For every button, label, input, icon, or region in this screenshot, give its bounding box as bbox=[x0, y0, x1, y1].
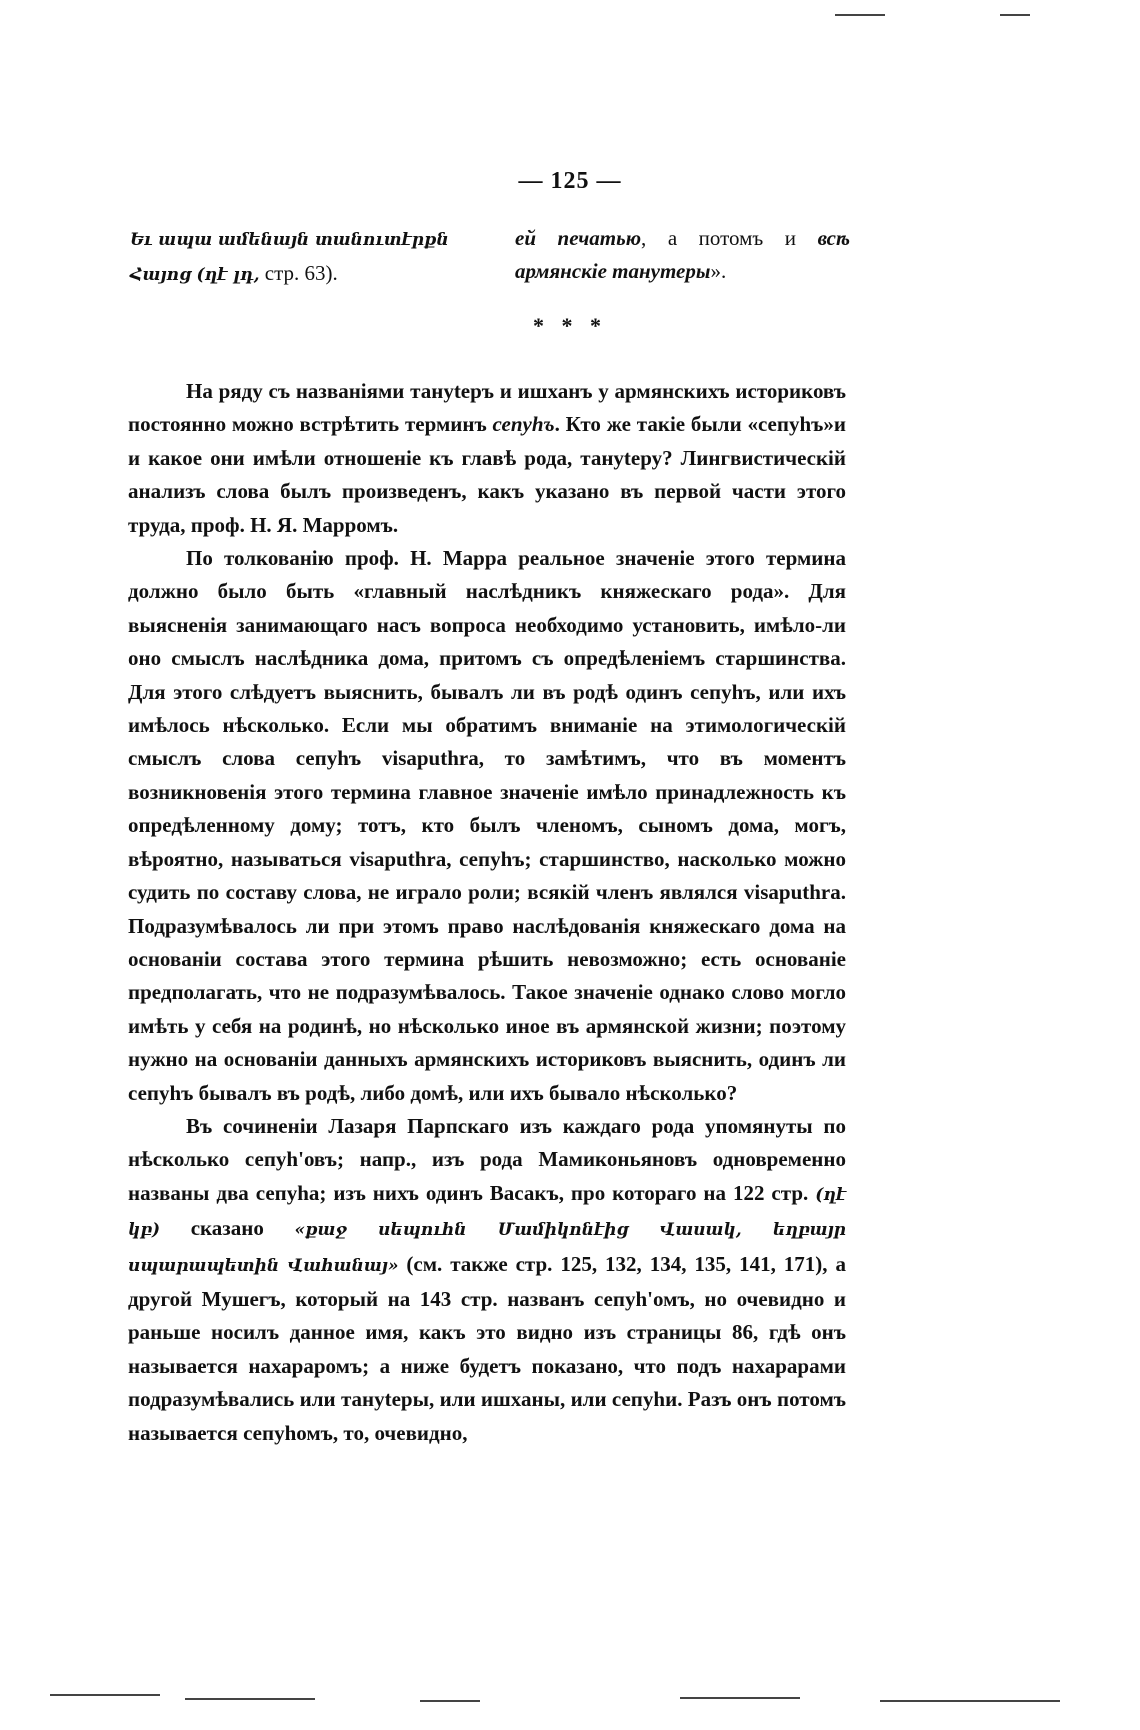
armenian-page-ref: (ղէ կբ) bbox=[128, 1184, 846, 1241]
main-text bbox=[128, 375, 846, 1450]
paragraph-3-text-a: Въ сочиненіи Лазаря Парпскаго изъ каждаго рода упомянуты по нѣсколько сепуh'овъ; напр., изъ рода Мамиконьяновъ одновременно названы два сепуhа; изъ нихъ одинъ Васакъ, про котораго на 122 стр. bbox=[128, 1113, 846, 1205]
paragraph-1-text-b: . Кто же такіе были «сепуhъ»и и какое они имѣли отношеніе къ главѣ рода, тануteру? Лингвистическій анализъ слова былъ произведенъ, какъ указано въ первой части этого труда, проф. Н. Я. Марромъ. bbox=[128, 412, 846, 537]
paragraph-1-text-a: На ряду съ названіями тануteръ и ишханъ у армянскихъ историковъ постоянно можно встрѣтить терминъ bbox=[128, 379, 846, 437]
translation-italic-1: ей печатью bbox=[515, 226, 642, 250]
paragraph-3-text-b: сказано bbox=[160, 1216, 295, 1241]
term-sepuh: сепуhъ bbox=[492, 412, 555, 437]
page-number: — 125 — bbox=[518, 168, 622, 194]
scan-mark-bottom-4 bbox=[680, 1697, 800, 1699]
armenian-quote-line-2: Հայոց bbox=[130, 265, 192, 285]
paragraph-1 bbox=[128, 375, 846, 542]
scan-mark-bottom-2 bbox=[185, 1698, 315, 1700]
scan-mark-top-right bbox=[835, 14, 885, 16]
translation-italic-2: всѣ армянскіе танутеры bbox=[515, 226, 851, 283]
paragraph-3-text-c: (см. также стр. 125, 132, 134, 135, 141, 171), а другой Мушегъ, который на 143 стр. названъ сепуh'омъ, но очевидно и раньше носилъ данное имя, какъ это видно изъ страницы 86, гдѣ онъ называется нахараромъ; а ниже будетъ показано, что подъ нахарарами подразумѣвались или тануteры, или ишханы, или сепуhи. Разъ онъ потомъ называется сепуhомъ, то, очевидно, bbox=[128, 1251, 846, 1445]
paragraph-3 bbox=[128, 1110, 846, 1450]
scan-mark-top-right-2 bbox=[1000, 14, 1030, 16]
russian-translation-column bbox=[515, 222, 850, 288]
scan-mark-bottom-5 bbox=[880, 1700, 1060, 1702]
armenian-quote-inline: «քաջ սեպուհն Մամիկոնէից Վասակ, եղբայր սպարապետին Վահանայ» bbox=[128, 1220, 846, 1276]
armenian-ref: (ղէ լդ, bbox=[196, 265, 260, 285]
armenian-quote-line-1: Եւ ապա ամենայն տանուտէրքն bbox=[130, 230, 449, 250]
translation-text-2: ». bbox=[710, 259, 727, 283]
armenian-quote-column bbox=[130, 222, 490, 292]
scan-mark-bottom-1 bbox=[50, 1694, 160, 1696]
scan-mark-bottom-3 bbox=[420, 1700, 480, 1702]
quote-page-ref: стр. 63). bbox=[264, 261, 338, 285]
translation-text-1: , а потомъ и bbox=[641, 226, 818, 250]
paragraph-2: По толкованію проф. Н. Марра реальное значеніе этого термина должно было быть «главный наслѣдникъ княжескаго рода». Для выясненія занимающаго насъ вопроса необходимо установить, имѣло-ли оно смыслъ наслѣдника дома, притомъ съ опредѣленіемъ старшинства. Для этого слѣдуетъ выяснить, бывалъ ли въ родѣ одинъ сепуhъ, или ихъ имѣлось нѣсколько. Если мы обратимъ вниманіе на этимологическій смыслъ слова сепуhъ visaputhra, то замѣтимъ, что въ моментъ возникновенія этого термина главное значеніе имѣло принадлежность къ опредѣленному дому; тотъ, кто былъ членомъ, сыномъ дома, могъ, вѣроятно, называться visaputhra, сепуhъ; старшинство, насколько можно судить по составу слова, не играло роли; всякій членъ являлся visaputhra. Подразумѣвалось ли при этомъ право наслѣдованія княжескаго дома на основаніи состава этого термина рѣшить невозможно; есть основаніе предполагать, что не подразумѣвалось. Такое значеніе однако слово могло имѣть у себя на родинѣ, но нѣсколько иное въ армянской жизни; поэтому нужно на основаніи данныхъ армянскихъ историковъ выяснить, одинъ ли сепуhъ бывалъ въ родѣ, либо домѣ, или ихъ бывало нѣсколько? bbox=[128, 546, 846, 1105]
section-separator: * * * bbox=[533, 313, 607, 338]
